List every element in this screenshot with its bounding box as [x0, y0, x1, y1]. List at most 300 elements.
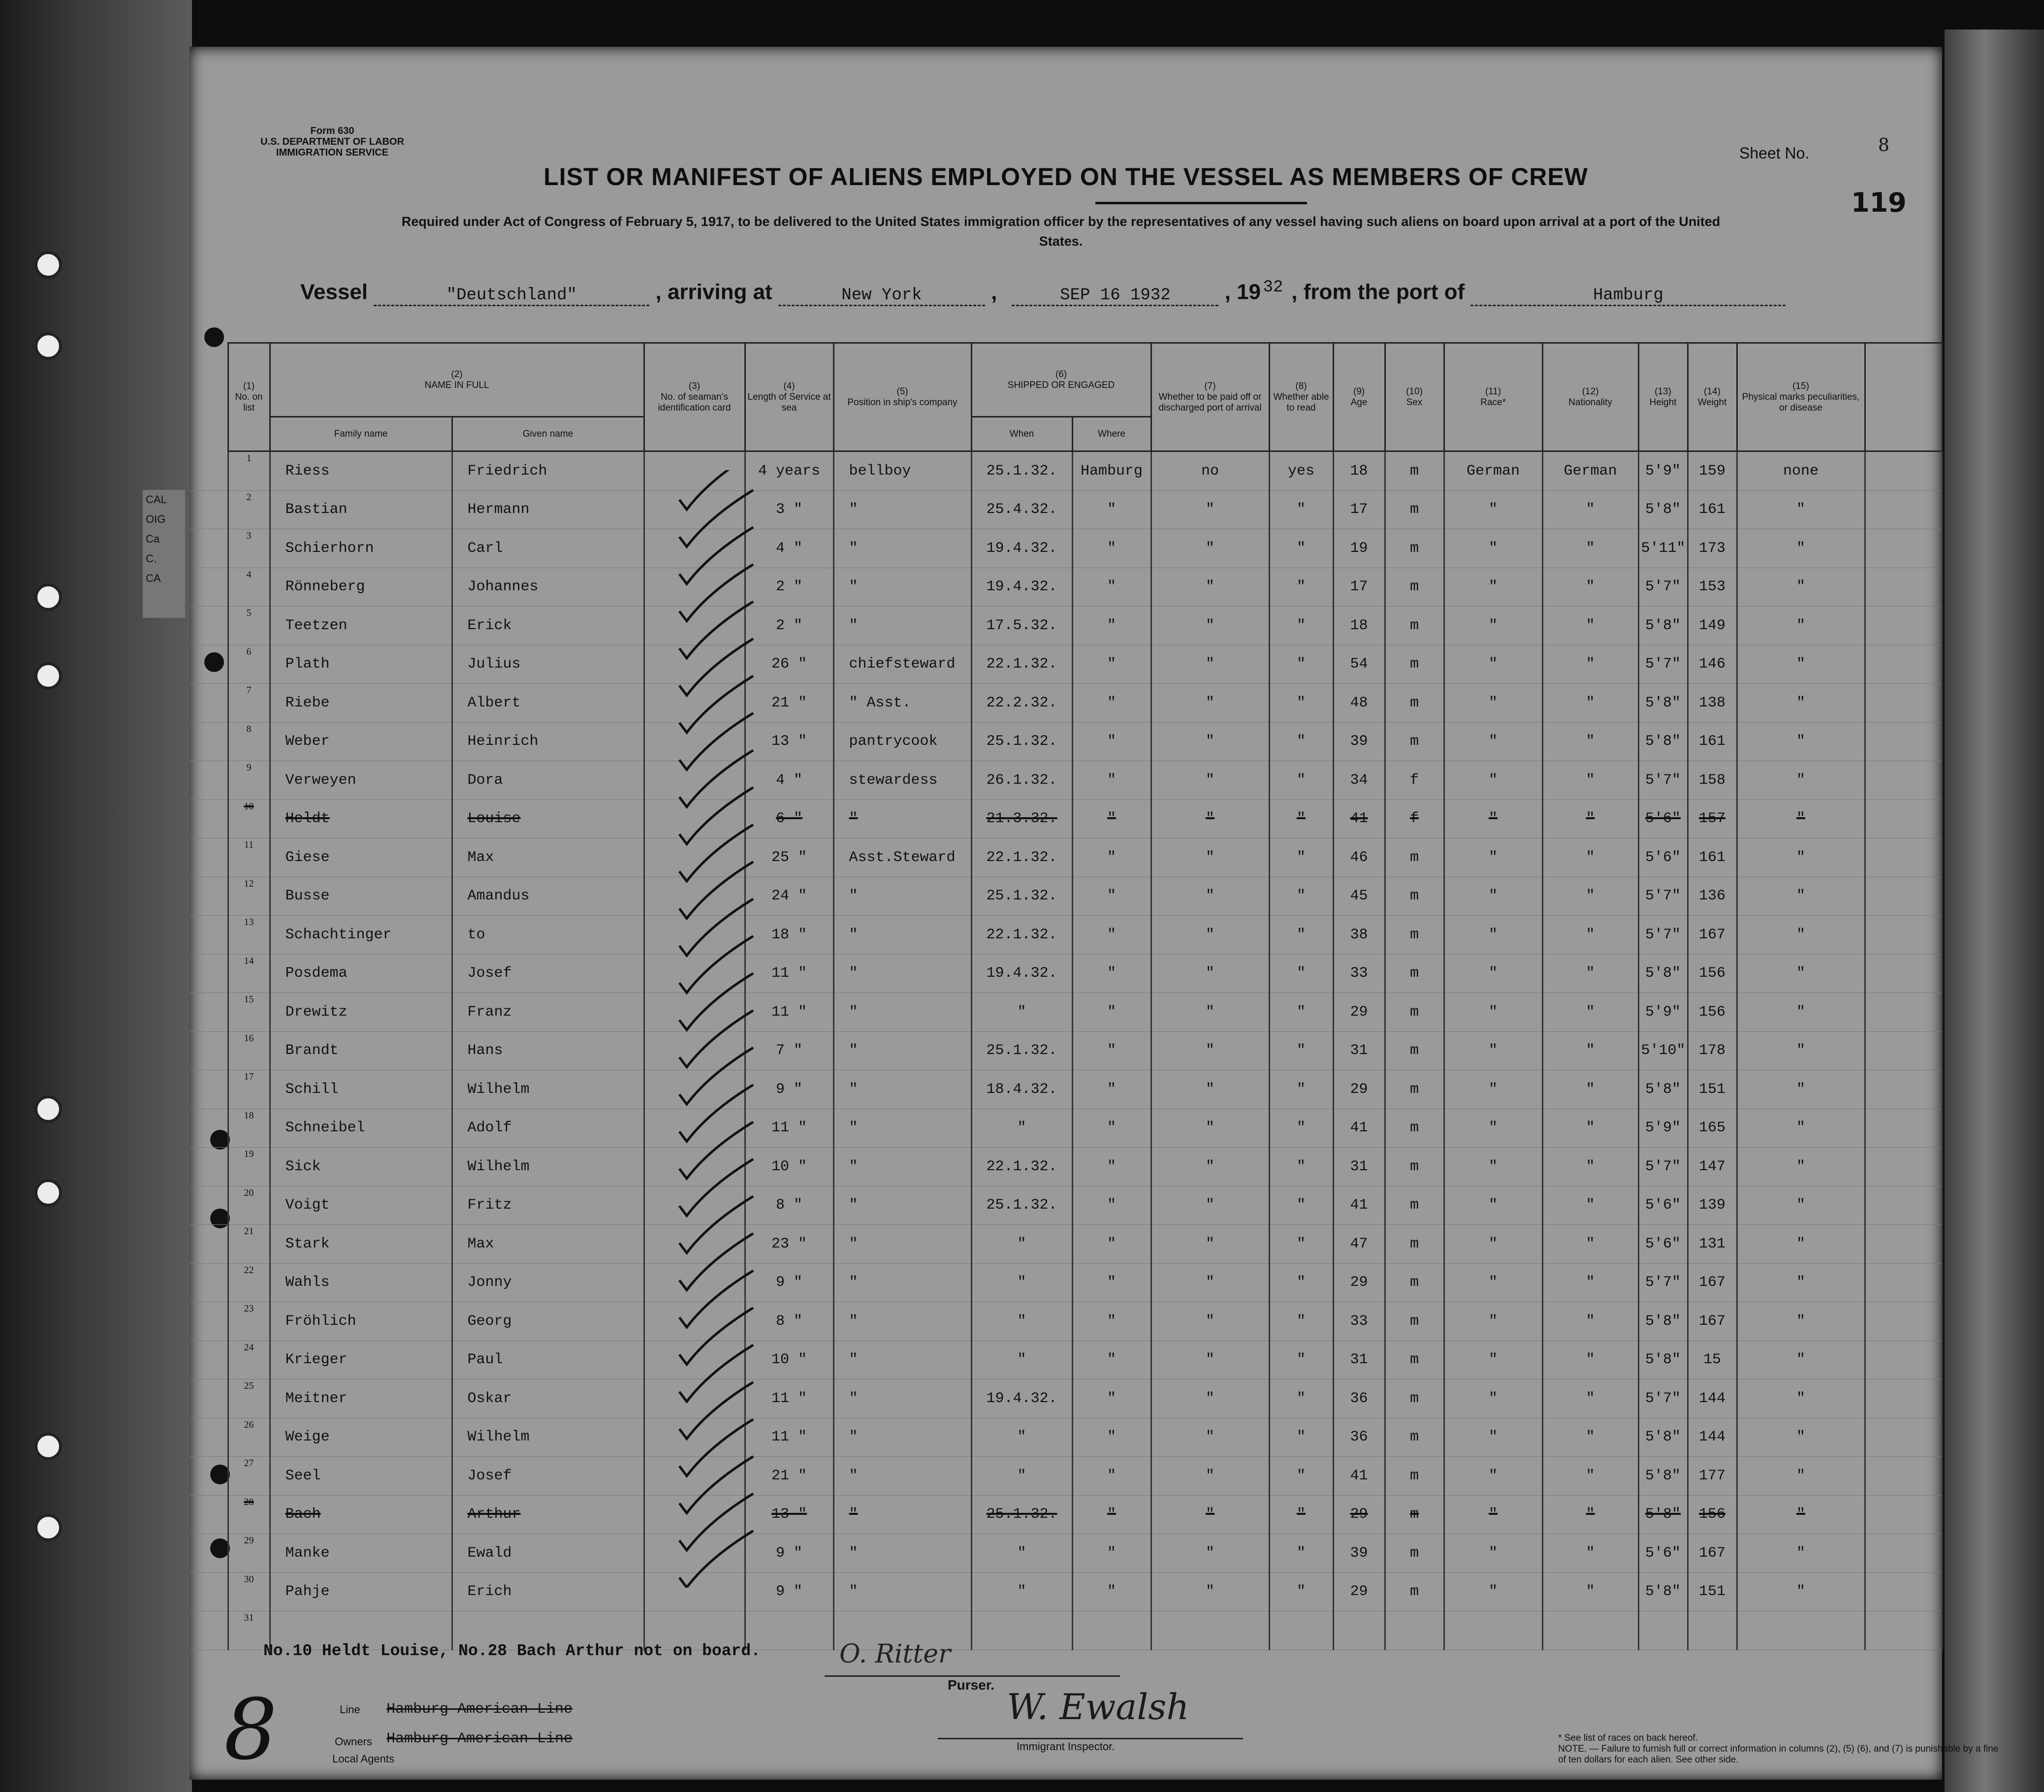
age-cell: 33: [1333, 1302, 1385, 1341]
row-no-cell: 10: [228, 800, 270, 838]
page-stack-edge: [1945, 30, 2044, 1792]
blank-cell: [1865, 761, 1942, 800]
given-name-cell: Wilhelm: [452, 1418, 644, 1457]
race-cell: ": [1444, 761, 1542, 800]
height-cell: 5'8": [1638, 1418, 1688, 1457]
weight-cell: 178: [1688, 1031, 1737, 1070]
age-cell: 41: [1333, 1457, 1385, 1496]
check-mark: [679, 1457, 753, 1513]
nationality-cell: ": [1542, 1263, 1638, 1302]
shipped-where-cell: ": [1072, 1457, 1151, 1496]
col-header-name: (2) NAME IN FULL: [270, 343, 644, 417]
sex-cell: m: [1385, 1031, 1444, 1070]
service-cell: 11 ": [745, 1379, 833, 1418]
able-to-read-cell: ": [1269, 954, 1333, 993]
weight-cell: 161: [1688, 722, 1737, 761]
check-mark: [679, 788, 753, 844]
height-cell: 5'6": [1638, 838, 1688, 877]
sex-cell: m: [1385, 490, 1444, 529]
blank-cell: [1865, 490, 1942, 529]
table-row-struck: [190, 1495, 1942, 1534]
position-cell: ": [833, 1302, 971, 1341]
given-name-cell: Julius: [452, 645, 644, 684]
nationality-cell: ": [1542, 1341, 1638, 1379]
race-cell: ": [1444, 916, 1542, 955]
row-no-cell: 27: [228, 1457, 270, 1496]
given-name-cell: Friedrich: [452, 451, 644, 491]
position-cell: ": [833, 1572, 971, 1611]
blank-cell: [1865, 916, 1942, 955]
nationality-cell: ": [1542, 1070, 1638, 1109]
departure-port: Hamburg: [1470, 286, 1786, 306]
able-to-read-cell: ": [1269, 1186, 1333, 1225]
race-cell: ": [1444, 529, 1542, 568]
position-cell: ": [833, 993, 971, 1032]
table-row: [190, 1341, 1942, 1379]
height-cell: 5'7": [1638, 877, 1688, 916]
family-name-cell: Plath: [270, 645, 452, 684]
given-name-cell: Carl: [452, 529, 644, 568]
family-name-cell: Bastian: [270, 490, 452, 529]
blank-cell: [1865, 877, 1942, 916]
physical-marks-cell: ": [1737, 761, 1865, 800]
physical-marks-cell: ": [1737, 684, 1865, 723]
physical-marks-cell: ": [1737, 568, 1865, 607]
physical-marks-cell: ": [1737, 1186, 1865, 1225]
given-name-cell: Wilhelm: [452, 1070, 644, 1109]
col-header-position: (5) Position in ship's company: [833, 343, 971, 451]
shipped-where-cell: ": [1072, 490, 1151, 529]
table-row: [190, 1302, 1942, 1341]
service-cell: 3 ": [745, 490, 833, 529]
weight-cell: 156: [1688, 993, 1737, 1032]
check-mark: [679, 825, 753, 881]
able-to-read-cell: ": [1269, 1341, 1333, 1379]
row-no-cell: 9: [228, 761, 270, 800]
row-marker-header: [190, 343, 228, 451]
year-value: 32: [1263, 278, 1283, 297]
shipped-where-cell: ": [1072, 1572, 1151, 1611]
nationality-cell: ": [1542, 877, 1638, 916]
nationality-cell: ": [1542, 1379, 1638, 1418]
row-no-cell: 1: [228, 451, 270, 491]
physical-marks-cell: ": [1737, 1302, 1865, 1341]
service-cell: 11 ": [745, 1109, 833, 1148]
given-name-cell: Albert: [452, 684, 644, 723]
age-cell: 45: [1333, 877, 1385, 916]
table-row: [190, 1534, 1942, 1573]
physical-marks-cell: ": [1737, 1572, 1865, 1611]
age-cell: 47: [1333, 1225, 1385, 1264]
able-to-read-cell: yes: [1269, 451, 1333, 491]
blank-cell: [1865, 1302, 1942, 1341]
table-row: [190, 1070, 1942, 1109]
weight-cell: 173: [1688, 529, 1737, 568]
physical-marks-cell: ": [1737, 1109, 1865, 1148]
family-name-cell: Schill: [270, 1070, 452, 1109]
shipped-when-cell: 25.1.32.: [971, 1031, 1072, 1070]
sex-cell: m: [1385, 916, 1444, 955]
height-cell: 5'7": [1638, 568, 1688, 607]
age-cell: 39: [1333, 1534, 1385, 1573]
able-to-read-cell: ": [1269, 916, 1333, 955]
table-row: [190, 1572, 1942, 1611]
service-cell: 8 ": [745, 1186, 833, 1225]
paid-off-cell: ": [1151, 684, 1269, 723]
age-cell: 36: [1333, 1379, 1385, 1418]
inspector-label: Immigrant Inspector.: [1017, 1740, 1115, 1753]
row-no-cell: 29: [228, 1534, 270, 1573]
family-name-cell: Schachtinger: [270, 916, 452, 955]
sex-cell: m: [1385, 1534, 1444, 1573]
service-cell: 11 ": [745, 1418, 833, 1457]
sex-cell: m: [1385, 451, 1444, 491]
service-cell: 21 ": [745, 684, 833, 723]
family-name-cell: Giese: [270, 838, 452, 877]
sex-cell: m: [1385, 877, 1444, 916]
weight-cell: 139: [1688, 1186, 1737, 1225]
family-name-cell: Sick: [270, 1148, 452, 1186]
sex-cell: m: [1385, 1070, 1444, 1109]
row-marker-cell: [190, 1611, 228, 1650]
shipped-when-cell: 19.4.32.: [971, 568, 1072, 607]
binder-hole: [34, 332, 62, 360]
sex-cell: m: [1385, 722, 1444, 761]
physical-marks-cell: ": [1737, 954, 1865, 993]
row-marker-cell: [190, 1534, 228, 1573]
height-cell: 5'6": [1638, 1534, 1688, 1573]
shipped-when-cell: 17.5.32.: [971, 607, 1072, 645]
blank-cell: [1865, 1495, 1942, 1534]
position-cell: stewardess: [833, 761, 971, 800]
check-mark: [679, 470, 753, 510]
blank-cell: [1865, 1341, 1942, 1379]
paid-off-cell: ": [1151, 722, 1269, 761]
nationality-cell: ": [1542, 722, 1638, 761]
nationality-cell: ": [1542, 761, 1638, 800]
shipped-where-cell: ": [1072, 1495, 1151, 1534]
able-to-read-cell: ": [1269, 722, 1333, 761]
race-cell: ": [1444, 1031, 1542, 1070]
col-header-paid-off: (7) Whether to be paid off or discharged port of arrival: [1151, 343, 1269, 451]
paid-off-cell: ": [1151, 568, 1269, 607]
table-row: [190, 568, 1942, 607]
footnotes: [1558, 1733, 2001, 1765]
col-header-blank: [1865, 343, 1942, 451]
service-cell: 13 ": [745, 1495, 833, 1534]
physical-marks-cell: ": [1737, 490, 1865, 529]
binder-hole: [34, 1433, 62, 1460]
race-cell: ": [1444, 568, 1542, 607]
physical-marks-cell: none: [1737, 451, 1865, 491]
service-cell: 11 ": [745, 993, 833, 1032]
shipped-where-cell: ": [1072, 1186, 1151, 1225]
sex-cell: m: [1385, 1186, 1444, 1225]
check-mark: [679, 1419, 753, 1476]
physical-marks-cell: ": [1737, 1418, 1865, 1457]
shipped-where-cell: ": [1072, 993, 1151, 1032]
row-marker-cell: [190, 490, 228, 529]
height-cell: 5'8": [1638, 607, 1688, 645]
check-mark: [679, 676, 753, 733]
height-cell: 5'7": [1638, 1379, 1688, 1418]
table-row: [190, 490, 1942, 529]
check-mark: [679, 899, 753, 956]
weight-cell: 149: [1688, 607, 1737, 645]
able-to-read-cell: ": [1269, 1109, 1333, 1148]
nationality-cell: ": [1542, 1534, 1638, 1573]
age-cell: 39: [1333, 722, 1385, 761]
position-cell: chiefsteward: [833, 645, 971, 684]
given-name-cell: Jonny: [452, 1263, 644, 1302]
manifest-sheet: [190, 47, 1999, 1780]
able-to-read-cell: ": [1269, 529, 1333, 568]
owners-value: Hamburg-American Line: [386, 1730, 573, 1747]
sex-cell: m: [1385, 954, 1444, 993]
given-name-cell: Josef: [452, 1457, 644, 1496]
paid-off-cell: ": [1151, 1495, 1269, 1534]
height-cell: 5'6": [1638, 1186, 1688, 1225]
shipped-where-cell: ": [1072, 1341, 1151, 1379]
row-marker-cell: [190, 1070, 228, 1109]
line-label: Line: [340, 1703, 360, 1716]
purser-signature-line: [825, 1675, 1120, 1677]
nationality-cell: ": [1542, 1302, 1638, 1341]
arrival-port: New York: [778, 286, 985, 306]
age-cell: 29: [1333, 1495, 1385, 1534]
row-no-cell: 16: [228, 1031, 270, 1070]
able-to-read-cell: ": [1269, 490, 1333, 529]
blank-cell: [1865, 684, 1942, 723]
shipped-when-cell: 25.1.32.: [971, 1186, 1072, 1225]
shipped-where-cell: Hamburg: [1072, 451, 1151, 491]
family-name-cell: Posdema: [270, 954, 452, 993]
sex-cell: m: [1385, 607, 1444, 645]
row-marker-cell: [190, 684, 228, 723]
weight-cell: 144: [1688, 1418, 1737, 1457]
service-cell: 2 ": [745, 607, 833, 645]
weight-cell: 153: [1688, 568, 1737, 607]
height-cell: 5'6": [1638, 1225, 1688, 1264]
given-name-cell: Oskar: [452, 1379, 644, 1418]
position-cell: ": [833, 568, 971, 607]
row-no-cell: 25: [228, 1379, 270, 1418]
height-cell: 5'7": [1638, 645, 1688, 684]
family-name-cell: Verweyen: [270, 761, 452, 800]
nationality-cell: ": [1542, 954, 1638, 993]
family-name-cell: Rönneberg: [270, 568, 452, 607]
table-row-struck: [190, 800, 1942, 838]
family-name-cell: Riebe: [270, 684, 452, 723]
blank-cell: [1865, 1379, 1942, 1418]
able-to-read-cell: ": [1269, 1418, 1333, 1457]
service-cell: 24 ": [745, 877, 833, 916]
sex-cell: f: [1385, 800, 1444, 838]
shipped-where-cell: ": [1072, 916, 1151, 955]
height-cell: 5'8": [1638, 490, 1688, 529]
nationality-cell: ": [1542, 1457, 1638, 1496]
paid-off-cell: ": [1151, 1263, 1269, 1302]
row-no-cell: 24: [228, 1341, 270, 1379]
form-code: Form 630 U.S. DEPARTMENT OF LABOR IMMIGRATION SERVICE: [260, 126, 404, 158]
paid-off-cell: ": [1151, 1418, 1269, 1457]
able-to-read-cell: ": [1269, 1031, 1333, 1070]
race-cell: German: [1444, 451, 1542, 491]
position-cell: ": [833, 800, 971, 838]
paid-off-cell: ": [1151, 1457, 1269, 1496]
sex-cell: m: [1385, 1495, 1444, 1534]
footnote-fine: NOTE. — Failure to furnish full or correct information in columns (2), (5) (6), and (7) is punishable by a fine of ten dollars for each alien. See other side.: [1558, 1744, 1999, 1765]
row-no-cell: 21: [228, 1225, 270, 1264]
given-name-cell: Paul: [452, 1341, 644, 1379]
shipped-when-cell: 21.3.32.: [971, 800, 1072, 838]
height-cell: 5'9": [1638, 993, 1688, 1032]
paid-off-cell: ": [1151, 916, 1269, 955]
col-header-sex: (10) Sex: [1385, 343, 1444, 451]
service-cell: 9 ": [745, 1263, 833, 1302]
blank-cell: [1865, 954, 1942, 993]
height-cell: 5'8": [1638, 684, 1688, 723]
row-no-cell: 2: [228, 490, 270, 529]
shipped-when-cell: ": [971, 1341, 1072, 1379]
sex-cell: m: [1385, 684, 1444, 723]
vessel-line: Vessel "Deutschland" , arriving at New York , SEP 16 1932 , 19 32 , from the port of Hamburg: [300, 278, 1786, 306]
paid-off-cell: ": [1151, 877, 1269, 916]
race-cell: ": [1444, 1186, 1542, 1225]
crew-rows: [190, 451, 1942, 1650]
weight-cell: 156: [1688, 1495, 1737, 1534]
family-name-cell: Stark: [270, 1225, 452, 1264]
col-header-age: (9) Age: [1333, 343, 1385, 451]
position-cell: ": [833, 1418, 971, 1457]
check-mark: [679, 1308, 753, 1365]
col-header-service: (4) Length of Service at sea: [745, 343, 833, 451]
race-cell: ": [1444, 1109, 1542, 1148]
shipped-where-cell: ": [1072, 1263, 1151, 1302]
shipped-when-cell: ": [971, 1302, 1072, 1341]
table-row: [190, 1457, 1942, 1496]
row-no-cell: 8: [228, 722, 270, 761]
blank-cell: [1865, 1263, 1942, 1302]
physical-marks-cell: ": [1737, 1225, 1865, 1264]
position-cell: ": [833, 916, 971, 955]
row-marker-cell: [190, 1263, 228, 1302]
blank-cell: [1865, 1572, 1942, 1611]
physical-marks-cell: ": [1737, 1070, 1865, 1109]
height-cell: 5'6": [1638, 800, 1688, 838]
position-cell: ": [833, 1109, 971, 1148]
race-cell: ": [1444, 1534, 1542, 1573]
shipped-where-cell: ": [1072, 684, 1151, 723]
blank-cell: [1865, 1031, 1942, 1070]
blank-cell: [1865, 645, 1942, 684]
serial-number: 119: [1851, 187, 1907, 218]
col-header-race: (11) Race*: [1444, 343, 1542, 451]
service-cell: 6 ": [745, 800, 833, 838]
shipped-where-cell: ": [1072, 1070, 1151, 1109]
sex-cell: m: [1385, 1457, 1444, 1496]
row-marker-cell: [190, 607, 228, 645]
weight-cell: 151: [1688, 1070, 1737, 1109]
check-mark: [679, 1382, 753, 1439]
row-marker-cell: [190, 800, 228, 838]
physical-marks-cell: ": [1737, 607, 1865, 645]
weight-cell: 167: [1688, 916, 1737, 955]
race-cell: ": [1444, 1379, 1542, 1418]
blank-cell: [1865, 568, 1942, 607]
position-cell: ": [833, 529, 971, 568]
blank-cell: [1865, 1457, 1942, 1496]
physical-marks-cell: ": [1737, 1148, 1865, 1186]
weight-cell: 146: [1688, 645, 1737, 684]
able-to-read-cell: ": [1269, 1302, 1333, 1341]
shipped-when-cell: 19.4.32.: [971, 954, 1072, 993]
row-no-cell: 23: [228, 1302, 270, 1341]
race-cell: ": [1444, 1457, 1542, 1496]
position-cell: ": [833, 1534, 971, 1573]
shipped-when-cell: ": [971, 1225, 1072, 1264]
col-header-read: (8) Whether able to read: [1269, 343, 1333, 451]
weight-cell: 151: [1688, 1572, 1737, 1611]
age-cell: 29: [1333, 1070, 1385, 1109]
crew-manifest-table: [190, 342, 1943, 1650]
race-cell: ": [1444, 1341, 1542, 1379]
service-cell: 9 ": [745, 1572, 833, 1611]
row-marker-cell: [190, 1031, 228, 1070]
table-row: [190, 954, 1942, 993]
physical-marks-cell: ": [1737, 993, 1865, 1032]
height-cell: 5'8": [1638, 1457, 1688, 1496]
race-cell: ": [1444, 954, 1542, 993]
height-cell: 5'7": [1638, 761, 1688, 800]
race-cell: ": [1444, 993, 1542, 1032]
given-name-cell: Max: [452, 1225, 644, 1264]
sex-cell: m: [1385, 1302, 1444, 1341]
nationality-cell: ": [1542, 1186, 1638, 1225]
check-mark: [679, 1122, 753, 1179]
weight-cell: 158: [1688, 761, 1737, 800]
row-marker-cell: [190, 1418, 228, 1457]
check-mark: [679, 1494, 753, 1550]
paid-off-cell: no: [1151, 451, 1269, 491]
family-name-cell: Meitner: [270, 1379, 452, 1418]
check-mark: [679, 490, 753, 547]
service-cell: 25 ": [745, 838, 833, 877]
given-name-cell: Franz: [452, 993, 644, 1032]
family-name-cell: Drewitz: [270, 993, 452, 1032]
physical-marks-cell: ": [1737, 1263, 1865, 1302]
shipped-when-cell: 25.1.32.: [971, 1495, 1072, 1534]
row-marker-cell: [190, 722, 228, 761]
physical-marks-cell: ": [1737, 1534, 1865, 1573]
paid-off-cell: ": [1151, 1302, 1269, 1341]
service-cell: 13 ": [745, 722, 833, 761]
shipped-when-cell: 25.4.32.: [971, 490, 1072, 529]
row-no-cell: 31: [228, 1611, 270, 1650]
shipped-when-cell: 22.2.32.: [971, 684, 1072, 723]
height-cell: 5'7": [1638, 1148, 1688, 1186]
shipped-where-cell: ": [1072, 1109, 1151, 1148]
table-row: [190, 645, 1942, 684]
check-mark: [679, 639, 753, 696]
shipped-where-cell: ": [1072, 838, 1151, 877]
blank-cell: [1865, 1225, 1942, 1264]
page-subtitle: Required under Act of Congress of February 5, 1917, to be delivered to the United States immigration officer by the representatives of any vessel having such aliens on board upon arrival at a port of the United States.: [401, 214, 1721, 249]
able-to-read-cell: ": [1269, 1495, 1333, 1534]
blank-cell: [1865, 607, 1942, 645]
able-to-read-cell: ": [1269, 1534, 1333, 1573]
weight-cell: 159: [1688, 451, 1737, 491]
